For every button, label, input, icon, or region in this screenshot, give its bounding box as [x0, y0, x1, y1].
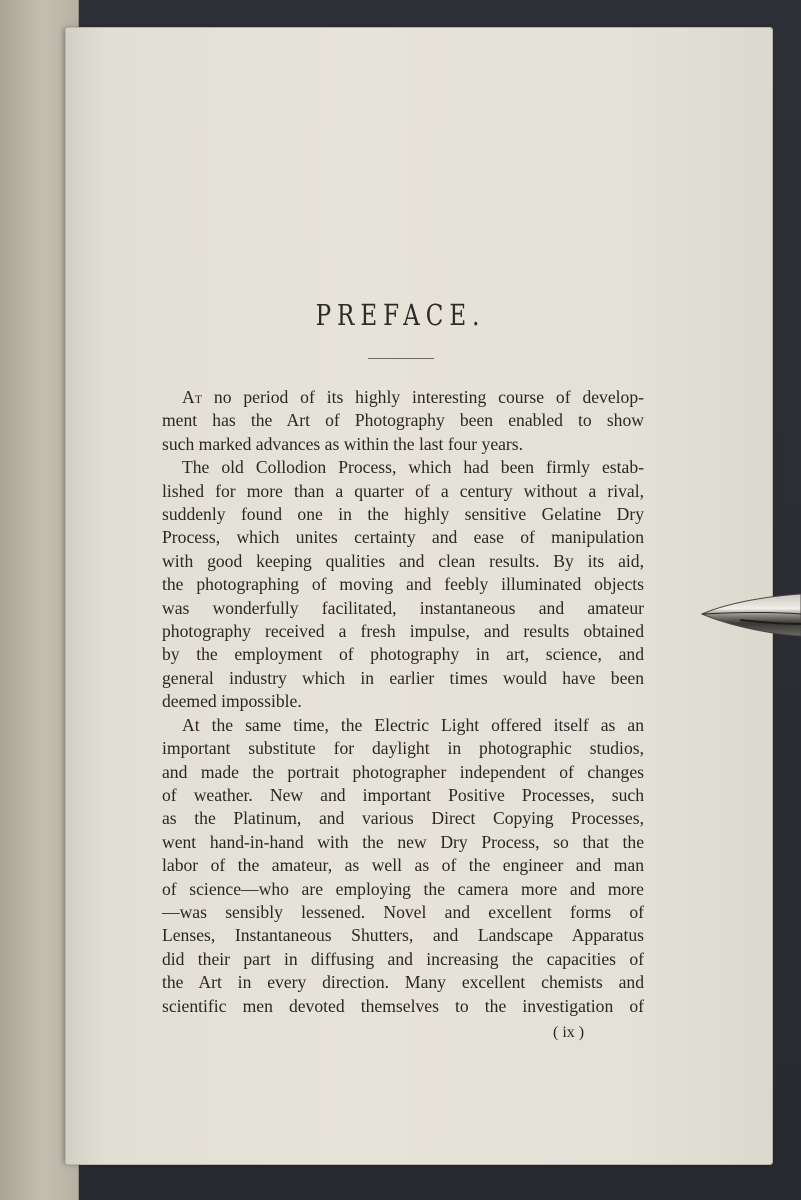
text-line: At no period of its highly interesting course of develop- — [182, 387, 644, 407]
text-line: the Art in every direction. Many excellent chemists and — [162, 972, 644, 993]
text-line: and made the portrait photographer independent of changes — [162, 761, 644, 782]
text-line: did their part in diffusing and increasing the capacities of — [162, 948, 644, 969]
text-line: Process, which unites certainty and ease of manipulation — [162, 527, 644, 548]
text-line: by the employment of photography in art, science, and — [162, 644, 644, 665]
title-divider — [368, 358, 434, 359]
text-line: was wonderfully facilitated, instantaneous and amateur — [162, 597, 644, 618]
text-line: of weather. New and important Positive Processes, such — [162, 784, 644, 805]
text-line: the photographing of moving and feebly illuminated objects — [162, 574, 644, 595]
text-line: suddenly found one in the highly sensitive Gelatine Dry — [162, 504, 644, 525]
text-line: scientific men devoted themselves to the investigation of — [162, 995, 644, 1016]
text-line: photography received a fresh impulse, and results obtained — [162, 621, 644, 642]
text-line: labor of the amateur, as well as of the engineer and man — [162, 855, 644, 876]
page-title: PREFACE. — [315, 300, 486, 333]
text-line: deemed impossible. — [162, 691, 302, 712]
preface-text — [162, 386, 644, 1018]
text-line: as the Platinum, and various Direct Copying Processes, — [162, 808, 644, 829]
text-line: ment has the Art of Photography been enabled to show — [162, 410, 644, 431]
text-line: went hand-in-hand with the new Dry Process, so that the — [162, 831, 644, 852]
text-line: important substitute for daylight in photographic studios, — [162, 738, 644, 759]
text-line: of science—who are employing the camera more and more — [162, 878, 644, 899]
text-line: Lenses, Instantaneous Shutters, and Landscape Apparatus — [162, 925, 644, 946]
text-line: The old Collodion Process, which had been firmly estab- — [182, 457, 644, 478]
text-line: lished for more than a quarter of a century without a rival, — [162, 480, 644, 501]
pen-tip-icon — [700, 588, 801, 644]
text-line: with good keeping qualities and clean results. By its aid, — [162, 550, 644, 571]
page-number: ( ix ) — [553, 1024, 585, 1041]
text-line: general industry which in earlier times would have been — [162, 667, 644, 688]
text-line: —was sensibly lessened. Novel and excellent forms of — [162, 901, 644, 922]
text-line: At the same time, the Electric Light offered itself as an — [182, 714, 644, 735]
text-line: such marked advances as within the last four years. — [162, 433, 524, 454]
